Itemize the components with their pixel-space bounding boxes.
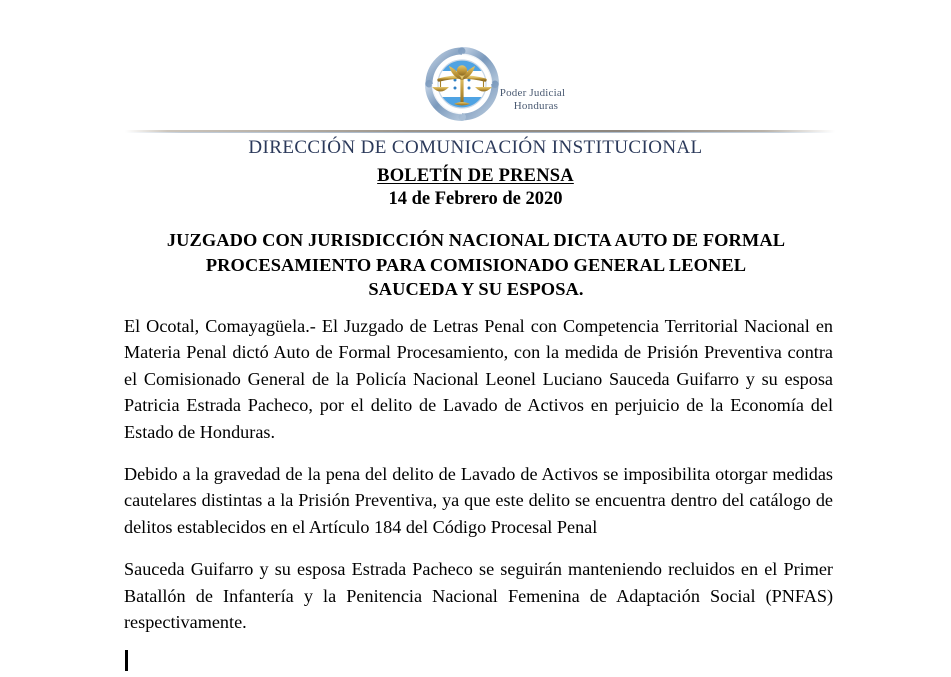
body-paragraph-3: Sauceda Guifarro y su esposa Estrada Pacheco se seguirán manteniendo recluidos en el Primer Batallón de Infantería y la Penitencia Nacional Femenina de Adaptación Social (PNFAS) respectivamente. <box>124 559 833 633</box>
organization-name <box>500 87 565 126</box>
letterhead <box>0 46 951 126</box>
body-paragraph-2: Debido a la gravedad de la pena del delito de Lavado de Activos se imposibilita otorgar medidas cautelares distintas a la Prisión Preventiva, ya que este delito se encuentra dentro del catálogo de delitos establecidos en el Artículo 184 del Código Procesal Penal <box>124 464 833 537</box>
body-paragraph-1: El Ocotal, Comayagüela.- El Juzgado de Letras Penal con Competencia Territorial Nacional en Materia Penal dictó Auto de Formal Procesamiento, con la medida de Prisión Preventiva contra el Comisionado General de la Policía Nacional Leonel Luciano Sauceda Guifarro y su esposa Patricia Estrada Pacheco, por el delito de Lavado de Activos en perjuicio de la Economía del Estado de Honduras. <box>124 316 833 442</box>
text-cursor-caret <box>125 650 128 671</box>
bulletin-title: BOLETÍN DE PRENSA <box>377 166 574 186</box>
bulletin-date: 14 de Febrero de 2020 <box>388 189 563 209</box>
press-release-body <box>124 313 833 635</box>
press-release-headline <box>118 228 834 302</box>
headline-line-3: SAUCEDA Y SU ESPOSA. <box>368 279 584 299</box>
headline-line-2: PROCESAMIENTO PARA COMISIONADO GENERAL LEONEL <box>205 254 747 275</box>
department-title: DIRECCIÓN DE COMUNICACIÓN INSTITUCIONAL <box>248 137 703 158</box>
organization-name-line-1: Poder Judicial <box>499 87 566 99</box>
poder-judicial-honduras-emblem-icon <box>422 46 504 126</box>
logo-block <box>422 46 565 126</box>
headline-line-1: JUZGADO CON JURISDICCIÓN NACIONAL DICTA AUTO DE FORMAL <box>166 230 786 250</box>
bulletin-heading <box>0 166 951 210</box>
organization-name-line-2: Honduras <box>513 99 559 112</box>
divider-bar-lower <box>125 132 835 133</box>
header-divider-rule <box>125 130 835 134</box>
